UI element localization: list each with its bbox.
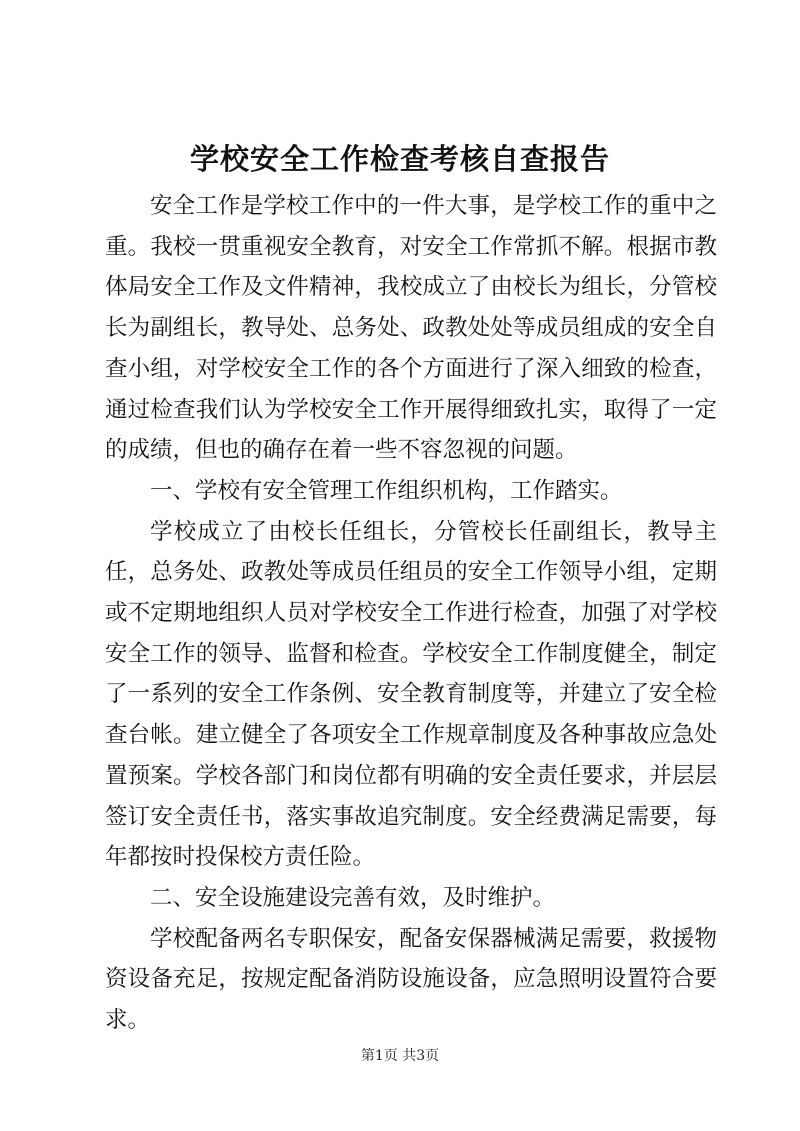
paragraph-intro: 安全工作是学校工作中的一件大事，是学校工作的重中之重。我校一贯重视安全教育，对安全工作常抓不解。根据市教体局安全工作及文件精神，我校成立了由校长为组长，分管校长为副组长，教导处、总务处、政教处处等成员组成的安全自查小组，对学校安全工作的各个方面进行了深入细致的检查，通过检查我们认为学校安全工作开展得细致扎实，取得了一定的成绩，但也的确存在着一些不容忽视的问题。 <box>105 193 717 464</box>
paragraph-section-2: 学校配备两名专职保安，配备安保器械满足需要，救援物资设备充足，按规定配备消防设施设备，应急照明设置符合要求。 <box>105 925 717 1034</box>
section-heading-2: 二、安全设施建设完善有效，及时维护。 <box>150 884 556 911</box>
document-body <box>105 186 717 1041</box>
page-number-footer: 第1页 共3页 <box>360 1048 440 1064</box>
section-heading-1: 一、学校有安全管理工作组织机构，工作踏实。 <box>150 477 623 504</box>
paragraph-section-1: 学校成立了由校长任组长，分管校长任副组长，教导主任，总务处、政教处等成员任组员的安全工作领导小组，定期或不定期地组织人员对学校安全工作进行检查，加强了对学校安全工作的领导、监督和检查。学校安全工作制度健全，制定了一系列的安全工作条例、安全教育制度等，并建立了安全检查台帐。建立健全了各项安全工作规章制度及各种事故应急处置预案。学校各部门和岗位都有明确的安全责任要求，并层层签订安全责任书，落实事故追究制度。安全经费满足需要，每年都按时投保校方责任险。 <box>105 518 717 871</box>
document-title: 学校安全工作检查考核自查报告 <box>189 142 610 176</box>
